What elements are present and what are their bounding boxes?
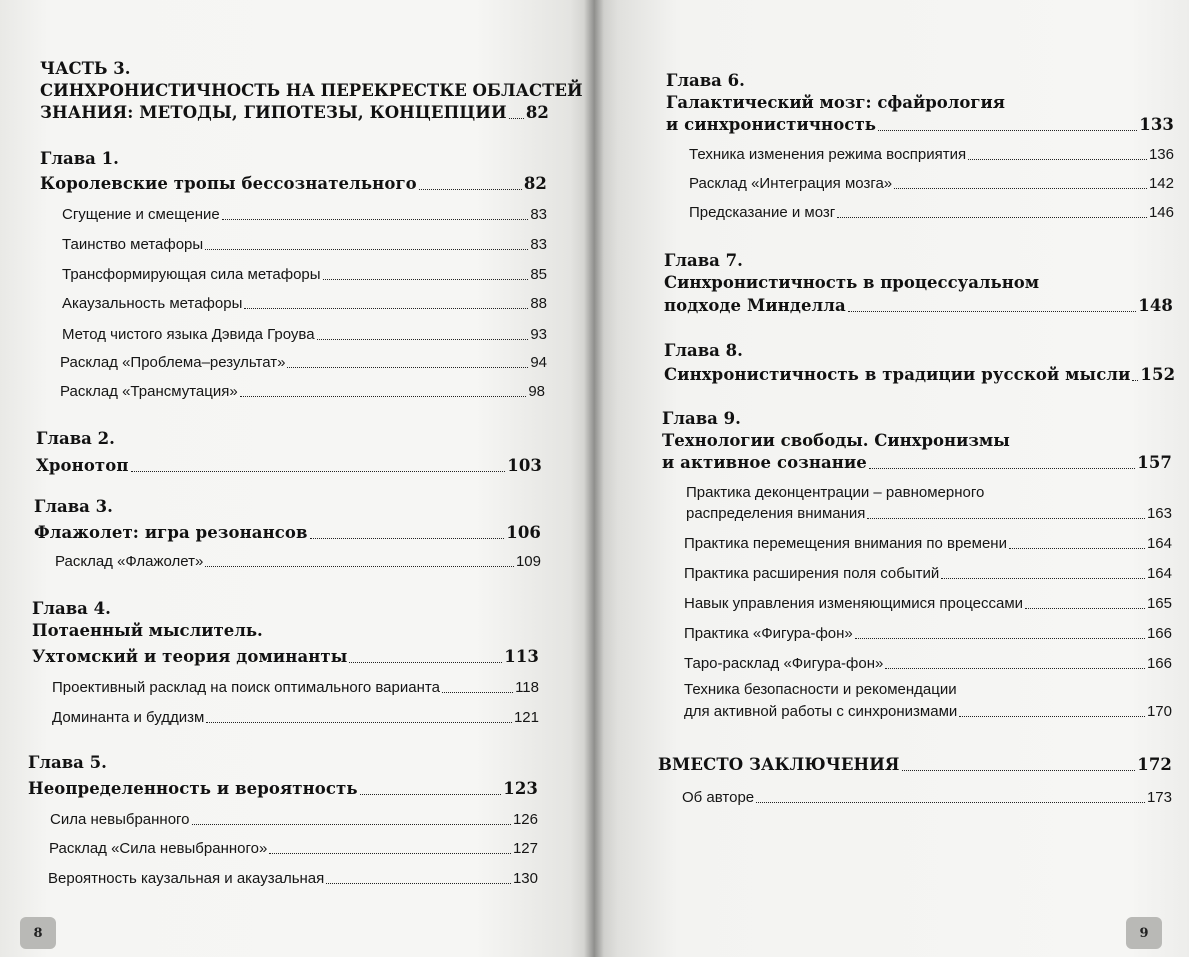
toc-label: Королевские тропы бессознательного xyxy=(40,174,417,193)
toc-label: Расклад «Сила невыбранного» xyxy=(49,840,268,857)
toc-label: Практика «Фигура-фон» xyxy=(684,625,853,642)
toc-entry-1-6 xyxy=(60,353,547,373)
leader-dots xyxy=(959,716,1145,717)
leader-dots xyxy=(326,883,511,884)
toc-page-number: 83 xyxy=(530,206,547,223)
toc-label: Флажолет: игра резонансов xyxy=(34,523,308,542)
toc-entry-1-1 xyxy=(62,205,547,225)
leader-dots xyxy=(269,853,511,854)
toc-page-number: 142 xyxy=(1148,175,1174,192)
leader-dots xyxy=(509,118,524,119)
leader-dots xyxy=(902,770,1136,771)
toc-entry-1-5 xyxy=(62,325,547,345)
leader-dots xyxy=(205,566,514,567)
leader-dots xyxy=(287,367,528,368)
toc-entry-1-4 xyxy=(62,294,547,314)
toc-entry-chapter-3 xyxy=(34,522,541,544)
toc-entry-1-7 xyxy=(60,382,545,402)
toc-page-number: 93 xyxy=(530,326,547,343)
toc-page-number: 85 xyxy=(530,266,547,283)
toc-entry-5-1 xyxy=(50,810,538,830)
toc-entry-part3 xyxy=(40,102,549,124)
chapter-4-title-line-1: Потаенный мыслитель. xyxy=(32,621,263,640)
leader-dots xyxy=(192,824,511,825)
leader-dots xyxy=(206,722,512,723)
toc-page-number: 136 xyxy=(1148,146,1174,163)
chapter-5-number: Глава 5. xyxy=(28,753,107,772)
toc-page-number: 106 xyxy=(506,523,541,542)
leader-dots xyxy=(317,339,529,340)
toc-page-number: 173 xyxy=(1146,789,1172,806)
toc-page-number: 127 xyxy=(512,840,538,857)
toc-entry-9-1 xyxy=(686,504,1172,524)
toc-entry-chapter-6 xyxy=(666,114,1174,136)
leader-dots xyxy=(878,130,1137,131)
leader-dots xyxy=(131,471,506,472)
toc-entry-9-7-line-1 xyxy=(684,680,957,700)
chapter-9-heading xyxy=(662,408,1010,452)
toc-page-number: 166 xyxy=(1146,625,1172,642)
toc-label: Практика расширения поля событий xyxy=(684,565,940,582)
toc-page-number: 121 xyxy=(513,709,539,726)
toc-entry-9-3 xyxy=(684,564,1172,584)
toc-label: Ухтомский и теория доминанты xyxy=(32,647,348,666)
leader-dots xyxy=(205,249,528,250)
toc-label: Расклад «Интеграция мозга» xyxy=(689,175,893,192)
toc-entry-9-6 xyxy=(684,654,1172,674)
toc-entry-chapter-2 xyxy=(36,455,542,477)
toc-page-number: 172 xyxy=(1137,755,1172,774)
toc-label: Вероятность каузальная и акаузальная xyxy=(48,870,325,887)
toc-label: Акаузальность метафоры xyxy=(62,295,243,312)
toc-label: Трансформирующая сила метафоры xyxy=(62,266,321,283)
chapter-6-heading xyxy=(666,70,1005,114)
toc-label: распределения внимания xyxy=(686,505,866,522)
toc-label: Практика перемещения внимания по времени xyxy=(684,535,1007,552)
chapter-3-number: Глава 3. xyxy=(34,497,113,516)
toc-label: ВМЕСТО ЗАКЛЮЧЕНИЯ xyxy=(658,755,900,774)
toc-label: Об авторе xyxy=(682,789,755,806)
chapter-8-heading xyxy=(664,340,743,362)
leader-dots xyxy=(1009,548,1145,549)
toc-entry-1-3 xyxy=(62,265,547,285)
toc-page-number: 109 xyxy=(515,553,541,570)
toc-page-number: 82 xyxy=(523,174,547,193)
toc-page-number: 152 xyxy=(1140,365,1176,384)
toc-page-number: 126 xyxy=(512,811,538,828)
chapter-6-number: Глава 6. xyxy=(666,71,745,90)
part3-line-2: СИНХРОНИСТИЧНОСТЬ НА ПЕРЕКРЕСТКЕ ОБЛАСТЕЙ xyxy=(40,81,583,100)
toc-entry-conclusion xyxy=(658,754,1172,776)
toc-label: Сила невыбранного xyxy=(50,811,190,828)
toc-page-number: 165 xyxy=(1146,595,1172,612)
chapter-7-heading xyxy=(664,250,1039,294)
part3-heading xyxy=(40,58,583,102)
toc-label: Навык управления изменяющимися процессами xyxy=(684,595,1024,612)
leader-dots xyxy=(867,518,1145,519)
toc-page-number: 94 xyxy=(530,354,547,371)
chapter-5-heading xyxy=(28,752,107,774)
leader-dots xyxy=(222,219,529,220)
leader-dots xyxy=(968,159,1147,160)
toc-entry-9-4 xyxy=(684,594,1172,614)
toc-label: Таинство метафоры xyxy=(62,236,204,253)
leader-dots xyxy=(360,794,502,795)
chapter-2-heading xyxy=(36,428,115,450)
leader-dots xyxy=(941,578,1145,579)
chapter-6-title-line-1: Галактический мозг: сфайрология xyxy=(666,93,1005,112)
toc-page-number: 157 xyxy=(1137,453,1172,472)
toc-page-number: 83 xyxy=(530,236,547,253)
toc-entry-9-5 xyxy=(684,624,1172,644)
chapter-1-number: Глава 1. xyxy=(40,149,119,168)
chapter-7-number: Глава 7. xyxy=(664,251,743,270)
toc-page-number: 148 xyxy=(1138,296,1173,315)
toc-label: Предсказание и мозг xyxy=(689,204,836,221)
leader-dots xyxy=(756,802,1145,803)
toc-label: Метод чистого языка Дэвида Гроува xyxy=(62,326,315,343)
leader-dots xyxy=(894,188,1147,189)
toc-label: Расклад «Флажолет» xyxy=(55,553,204,570)
leader-dots xyxy=(855,638,1145,639)
toc-label: для активной работы с синхронизмами xyxy=(684,703,958,720)
toc-page-number: 146 xyxy=(1148,204,1174,221)
toc-entry-chapter-7 xyxy=(664,295,1173,317)
leader-dots xyxy=(349,662,502,663)
left-page xyxy=(0,0,594,957)
toc-entry-about-author xyxy=(682,788,1172,808)
toc-label: Доминанта и буддизм xyxy=(52,709,205,726)
toc-page-number: 130 xyxy=(512,870,538,887)
toc-label-line-1: Практика деконцентрации – равномерного xyxy=(686,484,985,501)
chapter-1-heading xyxy=(40,148,119,170)
toc-page-number: 166 xyxy=(1146,655,1172,672)
toc-label-line-1: Техника безопасности и рекомендации xyxy=(684,681,957,698)
chapter-3-heading xyxy=(34,496,113,518)
toc-label: Техника изменения режима восприятия xyxy=(689,146,967,163)
toc-label: и синхронистичность xyxy=(666,115,877,134)
leader-dots xyxy=(240,396,527,397)
toc-entry-chapter-1 xyxy=(40,173,547,195)
toc-entry-3-1 xyxy=(55,552,541,572)
toc-entry-9-1-line-1 xyxy=(686,483,984,503)
toc-entry-chapter-9 xyxy=(662,452,1172,474)
toc-label: подходе Минделла xyxy=(664,296,846,315)
toc-label: Сгущение и смещение xyxy=(62,206,220,223)
page-number-right: 9 xyxy=(1126,917,1162,949)
chapter-2-number: Глава 2. xyxy=(36,429,115,448)
toc-label: Синхронистичность в традиции русской мысли xyxy=(664,365,1131,384)
toc-label: Хронотоп xyxy=(36,456,129,475)
chapter-7-title-line-1: Синхронистичность в процессуальном xyxy=(664,273,1040,292)
leader-dots xyxy=(1025,608,1145,609)
toc-label: Таро-расклад «Фигура-фон» xyxy=(684,655,884,672)
page-number-left: 8 xyxy=(20,917,56,949)
toc-entry-5-2 xyxy=(49,839,538,859)
leader-dots xyxy=(442,692,513,693)
right-page xyxy=(594,0,1189,957)
leader-dots xyxy=(848,311,1136,312)
toc-label: ЗНАНИЯ: МЕТОДЫ, ГИПОТЕЗЫ, КОНЦЕПЦИИ xyxy=(40,103,507,122)
toc-page-number: 88 xyxy=(530,295,547,312)
leader-dots xyxy=(837,217,1147,218)
toc-label: Расклад «Трансмутация» xyxy=(60,383,238,400)
chapter-4-heading xyxy=(32,598,263,642)
leader-dots xyxy=(244,308,528,309)
leader-dots xyxy=(419,189,522,190)
chapter-4-number: Глава 4. xyxy=(32,599,111,618)
toc-page-number: 133 xyxy=(1139,115,1174,134)
toc-page-number: 103 xyxy=(507,456,542,475)
toc-label: и активное сознание xyxy=(662,453,867,472)
toc-entry-6-1 xyxy=(689,145,1174,165)
leader-dots xyxy=(869,468,1135,469)
toc-entry-1-2 xyxy=(62,235,547,255)
toc-entry-9-2 xyxy=(684,534,1172,554)
toc-page-number: 118 xyxy=(515,679,539,696)
chapter-9-title-line-1: Технологии свободы. Синхронизмы xyxy=(662,431,1010,450)
toc-entry-9-7 xyxy=(684,702,1172,722)
chapter-8-number: Глава 8. xyxy=(664,341,743,360)
toc-page-number: 82 xyxy=(525,103,549,122)
leader-dots xyxy=(885,668,1145,669)
toc-page-number: 170 xyxy=(1146,703,1172,720)
toc-entry-chapter-5 xyxy=(28,778,538,800)
leader-dots xyxy=(323,279,529,280)
toc-label: Расклад «Проблема–результат» xyxy=(60,354,286,371)
toc-label: Проективный расклад на поиск оптимального варианта xyxy=(52,679,440,696)
toc-entry-6-2 xyxy=(689,174,1174,194)
toc-entry-chapter-8 xyxy=(664,364,1176,386)
toc-page-number: 113 xyxy=(504,647,539,666)
toc-entry-chapter-4 xyxy=(32,646,539,668)
toc-page-number: 98 xyxy=(528,383,545,400)
toc-entry-4-1 xyxy=(52,678,539,698)
book-gutter-shadow xyxy=(584,0,604,957)
part3-line-1: ЧАСТЬ 3. xyxy=(40,59,131,78)
toc-entry-5-3 xyxy=(48,869,538,889)
toc-page-number: 164 xyxy=(1146,565,1172,582)
toc-entry-4-2 xyxy=(52,708,539,728)
chapter-9-number: Глава 9. xyxy=(662,409,741,428)
toc-page-number: 163 xyxy=(1146,505,1172,522)
toc-page-number: 164 xyxy=(1146,535,1172,552)
toc-page-number: 123 xyxy=(503,779,538,798)
toc-entry-6-3 xyxy=(689,203,1174,223)
leader-dots xyxy=(310,538,505,539)
leader-dots xyxy=(1132,380,1138,381)
toc-label: Неопределенность и вероятность xyxy=(28,779,358,798)
